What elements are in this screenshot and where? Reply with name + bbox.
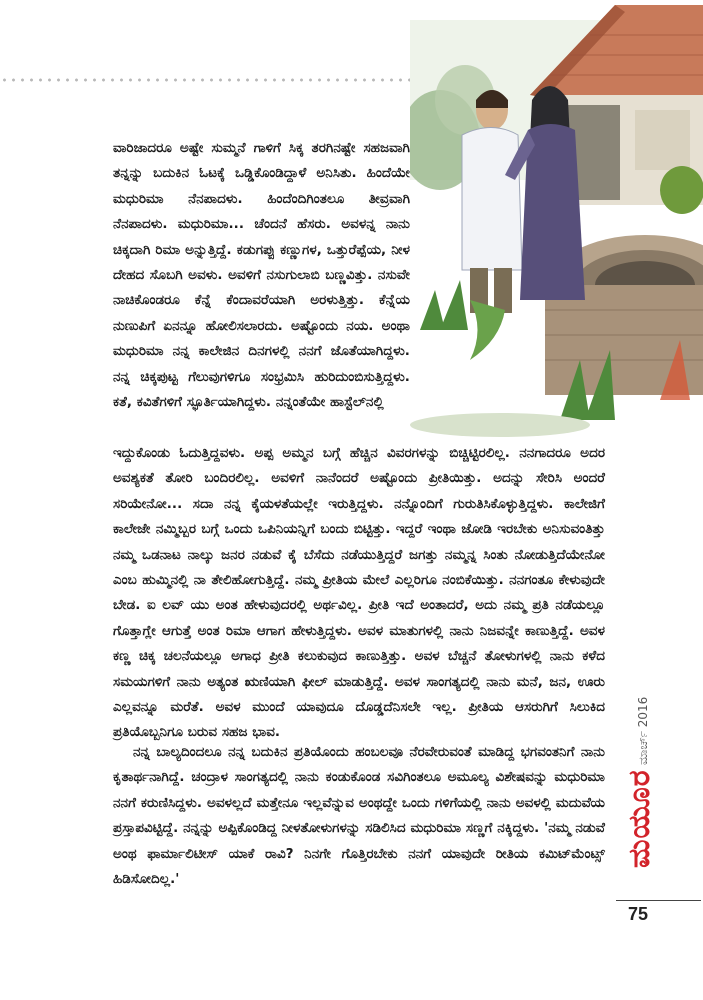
- footer-rule: [616, 900, 701, 901]
- article-paragraph-1: ವಾರಿಜಾದರೂ ಅಷ್ಟೇ ಸುಮ್ಮನೆ ಗಾಳಿಗೆ ಸಿಕ್ಕ ತರಗಿನಷ್ಟೇ ಸಹಜವಾಗಿ ತನ್ನನ್ನು ಬದುಕಿನ ಓಟಕ್ಕೆ ಒಡ್ಡಿಕೊಂಡಿದ್ದಾಳೆ ಅನಿಸಿತು. ಹಿಂದೆಯೇ ಮಧುರಿಮಾ ನೆನಪಾದಳು. ಹಿಂದೆಂದಿಗಿಂತಲೂ ತೀವ್ರವಾಗಿ ನೆನಪಾದಳು. ಮಧುರಿಮಾ... ಚೆಂದನೆ ಹೆಸರು. ಅವಳನ್ನ ನಾನು ಚಿಕ್ಕದಾಗಿ ರಿಮಾ ಅನ್ನುತ್ತಿದ್ದೆ. ಕಡುಗಪ್ಪು ಕಣ್ಣುಗಳ, ಒತ್ತುರೆಪ್ಪೆಯ, ನೀಳ ದೇಹದ ಸೊಬಗಿ ಅವಳು. ಅವಳಿಗೆ ನಸುಗುಲಾಬಿ ಬಣ್ಣವಿತ್ತು. ನಸುವೇ ನಾಚಿಕೊಂಡರೂ ಕೆನ್ನೆ ಕೆಂದಾವರೆಯಾಗಿ ಅರಳುತ್ತಿತ್ತು. ಕೆನ್ನೆಯ ನುಣುಪಿಗೆ ಏನನ್ನೂ ಹೋಲಿಸಲಾರದು. ಅಷ್ಟೊಂದು ನಯ. ಅಂಥಾ ಮಧುರಿಮಾ ನನ್ನ ಕಾಲೇಜಿನ ದಿನಗಳಲ್ಲಿ ನನಗೆ ಜೊತೆಯಾಗಿದ್ದಳು. ನನ್ನ ಚಿಕ್ಕಪುಟ್ಟ ಗೆಲುವುಗಳಿಗೂ ಸಂಭ್ರಮಿಸಿ ಹುರಿದುಂಬಿಸುತ್ತಿದ್ದಳು. ಕತೆ, ಕವಿತೆಗಳಿಗೆ ಸ್ಫೂರ್ತಿಯಾಗಿದ್ದಳು. ನನ್ನಂತೆಯೇ ಹಾಸ್ಟೆಲ್‌ನಲ್ಲಿ: [113, 141, 410, 411]
- issue-date: ಮಾರ್ಚ್ 2016: [636, 696, 650, 765]
- article-paragraph-3: ನನ್ನ ಬಾಲ್ಯದಿಂದಲೂ ನನ್ನ ಬದುಕಿನ ಪ್ರತಿಯೊಂದು ಹಂಬಲವೂ ನೆರವೇರುವಂತೆ ಮಾಡಿದ್ದ ಭಗವಂತನಿಗೆ ನಾನು ಕೃತಾರ್ಥನಾಗಿದ್ದೆ. ಚಂದ್ರಾಳ ಸಾಂಗತ್ಯದಲ್ಲಿ ನಾನು ಕಂಡುಕೊಂಡ ಸವಿಗಿಂತಲೂ ಅಮೂಲ್ಯ ವಿಶೇಷವನ್ನು ಮಧುರಿಮಾ ನನಗೆ ಕರುಣಿಸಿದ್ದಳು. ಅವಳಲ್ಲದೆ ಮತ್ತೇನೂ ಇಲ್ಲವೆನ್ನುವ ಅಂಥದ್ದೇ ಒಂದು ಗಳಿಗೆಯಲ್ಲಿ ನಾನು ಅವಳಲ್ಲಿ ಮದುವೆಯ ಪ್ರಸ್ತಾಪವಿಟ್ಟಿದ್ದೆ. ನನ್ನನ್ನು ಅಪ್ಪಿಕೊಂಡಿದ್ದ ನೀಳತೋಳುಗಳನ್ನು ಸಡಿಲಿಸಿದ ಮಧುರಿಮಾ ಸಣ್ಣಗೆ ನಕ್ಕಿದ್ದಳು. 'ನಮ್ಮ ನಡುವೆ ಅಂಥ ಫಾರ್ಮಾಲಿಟೀಸ್ ಯಾಕೆ ರಾವಿ? ನಿನಗೇ ಗೊತ್ತಿರಬೇಕು ನನಗೆ ಯಾವುದೇ ರೀತಿಯ ಕಮಿಟ್‌ಮೆಂಟ್ಸ್ ಹಿಡಿಸೋದಿಲ್ಲ.': [113, 745, 605, 888]
- dotted-divider: [0, 78, 410, 82]
- page-number: 75: [628, 904, 649, 924]
- magazine-masthead: ಮಯೂರ: [622, 769, 657, 868]
- article-paragraph-2: ಇದ್ದುಕೊಂಡು ಓದುತ್ತಿದ್ದವಳು. ಅಪ್ಪ ಅಮ್ಮನ ಬಗ್ಗೆ ಹೆಚ್ಚಿನ ವಿವರಗಳನ್ನು ಬಿಚ್ಚಿಟ್ಟಿರಲಿಲ್ಲ. ನನಗಾದರೂ ಅದರ ಅವಶ್ಯಕತೆ ತೋರಿ ಬಂದಿರಲಿಲ್ಲ. ಅವಳಿಗೆ ನಾನೆಂದರೆ ಅಷ್ಟೊಂದು ಪ್ರೀತಿಯಿತ್ತು. ಅದನ್ನು ಸೇರಿಸಿ ಅಂದರೆ ಸರಿಯೇನೋ... ಸದಾ ನನ್ನ ಕೈಯಳತೆಯಲ್ಲೇ ಇರುತ್ತಿದ್ದಳು. ನನ್ನೊಂದಿಗೆ ಗುರುತಿಸಿಕೊಳ್ಳುತ್ತಿದ್ದಳು. ಕಾಲೇಜಿಗೆ ಕಾಲೇಜೇ ನಮ್ಮಿಬ್ಬರ ಬಗ್ಗೆ ಒಂದು ಒಪಿನಿಯನ್ನಿಗೆ ಬಂದು ಬಿಟ್ಟಿತ್ತು. ಇದ್ದರೆ ಇಂಥಾ ಜೋಡಿ ಇರಬೇಕು ಅನಿಸುವಂತಿತ್ತು ನಮ್ಮ ಒಡನಾಟ ನಾಲ್ಕು ಜನರ ನಡುವೆ ಕೈ ಬೆಸೆದು ನಡೆಯುತ್ತಿದ್ದರೆ ಜಗತ್ತು ನಮ್ಮನ್ನ ಸಿಂತು ನೋಡುತ್ತಿದೆಯೇನೋ ಎಂಬ ಹುಮ್ಮಿನಲ್ಲಿ ನಾ ತೇಲಿಹೋಗುತ್ತಿದ್ದೆ. ನಮ್ಮ ಪ್ರೀತಿಯ ಮೇಲೆ ಎಲ್ಲರಿಗೂ ನಂಬಿಕೆಯಿತ್ತು. ನನಗಂತೂ ಕೇಳುವುದೇ ಬೇಡ. ಐ ಲವ್ ಯು ಅಂತ ಹೇಳುವುದರಲ್ಲಿ ಅರ್ಥವಿಲ್ಲ. ಪ್ರೀತಿ ಇದೆ ಅಂತಾದರೆ, ಅದು ನಮ್ಮ ಪ್ರತಿ ನಡೆಯಲ್ಲೂ ಗೊತ್ತಾಗ್ಲೇ ಆಗುತ್ತೆ ಅಂತ ರಿಮಾ ಆಗಾಗ ಹೇಳುತ್ತಿದ್ದಳು. ಅವಳ ಮಾತುಗಳಲ್ಲಿ ನಾನು ನಿಜವನ್ನೇ ಕಾಣುತ್ತಿದ್ದೆ. ಅವಳ ಕಣ್ಣ ಚಿಕ್ಕ ಚಲನೆಯಲ್ಲೂ ಅಗಾಧ ಪ್ರೀತಿ ಕಲುಕುವುದ ಕಾಣುತ್ತಿತ್ತು. ಅವಳ ಬೆಚ್ಚನೆ ತೋಳುಗಳಲ್ಲಿ ನಾನು ಕಳೆದ ಸಮಯಗಳಿಗೆ ನಾನು ಅತ್ಯಂತ ಋಣಿಯಾಗಿ ಫೀಲ್ ಮಾಡುತ್ತಿದ್ದೆ. ಅವಳ ಸಾಂಗತ್ಯದಲ್ಲಿ ನಾನು ಮನೆ, ಜನ, ಊರು ಎಲ್ಲವನ್ನೂ ಮರೆತೆ. ಅವಳ ಮುಂದೆ ಯಾವುದೂ ದೊಡ್ಡದೆನಿಸಲೇ ಇಲ್ಲ. ಪ್ರೀತಿಯ ಆಸರುಗಿಗೆ ಸಿಲುಕಿದ ಪ್ರತಿಯೊಬ್ಬನಿಗೂ ಬರುವ ಸಹಜ ಭಾವ.: [113, 446, 605, 741]
- story-illustration: [410, 0, 703, 438]
